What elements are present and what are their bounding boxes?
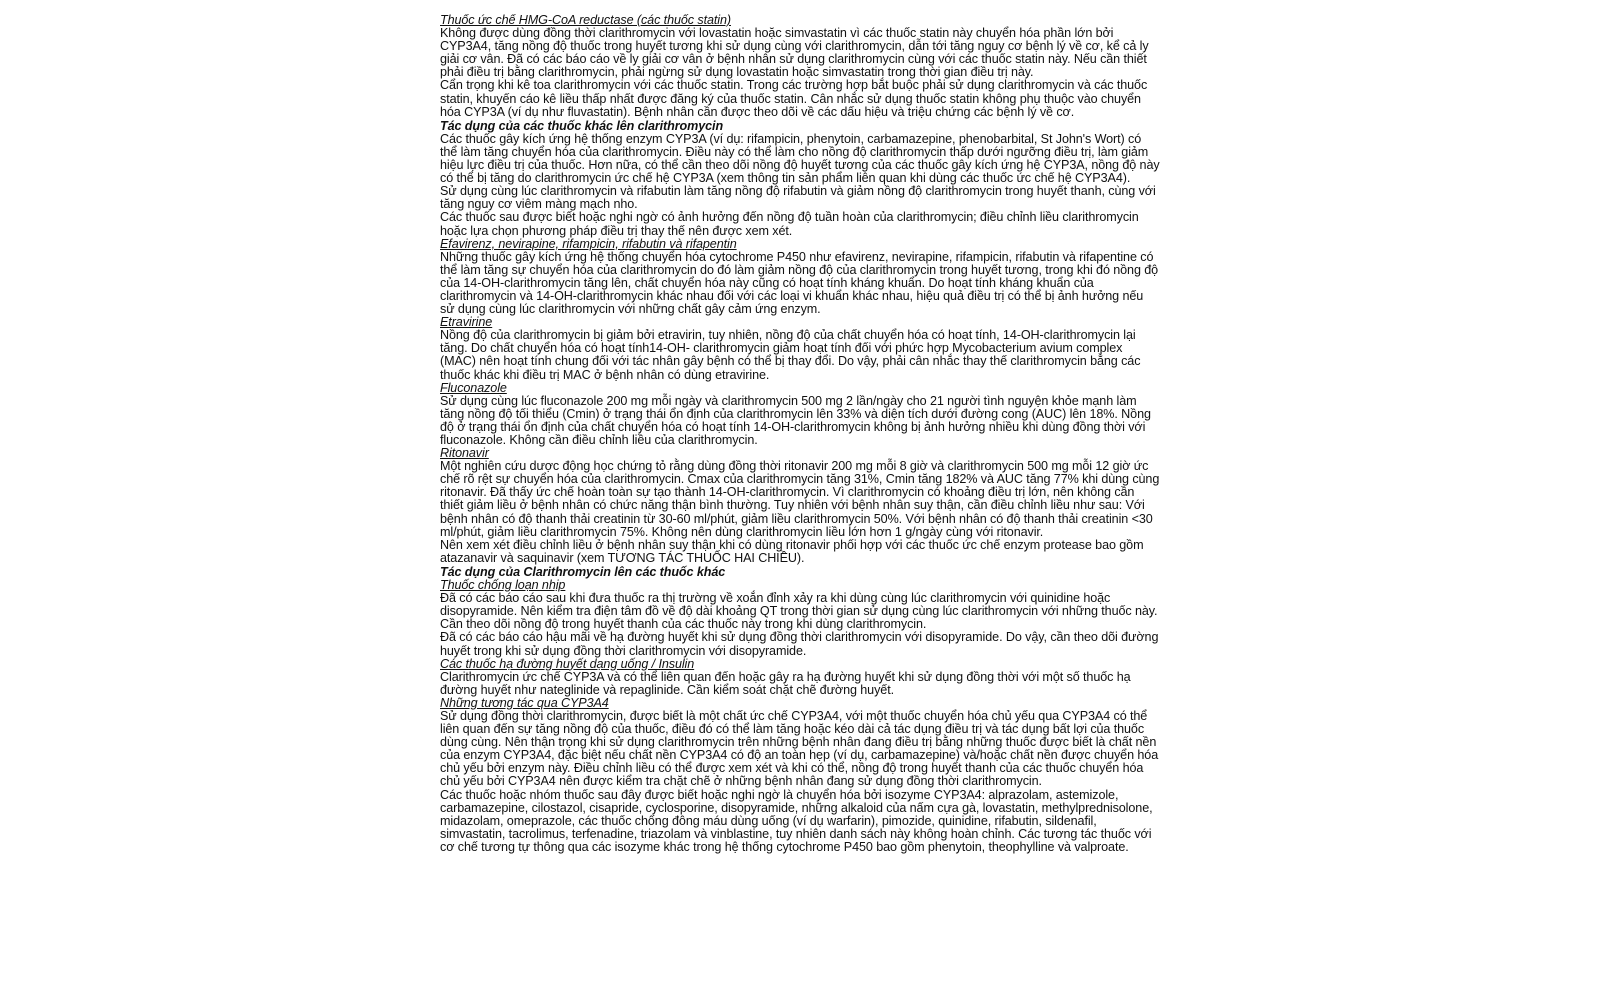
- paragraph: Nồng độ của clarithromycin bị giảm bởi etravirin, tuy nhiên, nồng độ của chất chuyển hóa có hoạt tính, 14-OH-clarithromycin lại tăng. Do chất chuyển hóa có hoạt tính14-OH- clarithromycin giảm hoạt tính đối với phức hợp Mycobacterium avium complex (MAC) nên hoạt tính chung đối với tác nhân gây bệnh có thể bị thay đổi. Do vậy, phải cân nhắc thay thế clarithromycin bằng các thuốc khác khi điều trị MAC ở bệnh nhân có dùng etravirine.: [440, 328, 1141, 382]
- section-heading: Tác dụng của các thuốc khác lên clarithromycin: [440, 118, 724, 133]
- section-subheading: Ritonavir: [440, 446, 489, 461]
- paragraph: Không được dùng đồng thời clarithromycin với lovastatin hoặc simvastatin vì các thuốc statin này chuyển hóa phần lớn bởi CYP3A4, tăng nồng độ thuốc trong huyết tương khi sử dụng cùng với clarithromycin, dẫn tới tăng nguy cơ bệnh lý về cơ, kể cả ly giải cơ vân. Đã có các báo cáo về ly giải cơ vân ở bệnh nhân sử dụng clarithromycin cùng với các thuốc statin này. Nếu cần thiết phải điều trị bằng clarithromycin, phải ngừng sử dụng lovastatin hoặc simvastatin trong thời gian điều trị này.: [440, 26, 1149, 80]
- paragraph: Sử dụng đồng thời clarithromycin, được biết là một chất ức chế CYP3A4, với một thuốc chuyển hóa chủ yếu qua CYP3A4 có thể liên quan đến sự tăng nồng độ của thuốc, điều đó có thể làm tăng hoặc kéo dài cả tác dụng điều trị và tác dụng bất lợi của thuốc dùng cùng. Nên thận trọng khi sử dụng clarithromycin trên những bệnh nhân đang điều trị bằng những thuốc được biết là chất nền của enzym CYP3A4, đặc biệt nếu chất nền CYP3A4 có độ an toàn hẹp (ví dụ, carbamazepine) và/hoặc chất nền được chuyển hóa chủ yếu bởi enzym này. Điều chỉnh liều có thể được xem xét và khi có thể, nồng độ trong huyết thanh của các thuốc chuyển hóa chủ yếu bởi CYP3A4 nên được kiểm tra chặt chẽ ở những bệnh nhân đang sử dụng đồng thời clarithromycin.: [440, 708, 1159, 789]
- paragraph: Sử dụng cùng lúc fluconazole 200 mg mỗi ngày và clarithromycin 500 mg 2 lần/ngày cho 21 người tình nguyện khỏe mạnh làm tăng nồng độ tối thiểu (Cmin) ở trạng thái ổn định của clarithromycin lên 33% và diện tích dưới đường cong (AUC) lên 18%. Nồng độ ở trạng thái ổn định của chất chuyển hóa có hoạt tính 14-OH-clarithromycin không bị ảnh hưởng nhiều khi dùng đồng thời với fluconazole. Không cần điều chỉnh liều của clarithromycin.: [440, 393, 1151, 447]
- paragraph: Các thuốc sau được biết hoặc nghi ngờ có ảnh hưởng đến nồng độ tuần hoàn của clarithromycin; điều chỉnh liều clarithromycin hoặc lựa chọn phương pháp điều trị thay thế nên được xem xét.: [440, 210, 1139, 238]
- section-subheading: Efavirenz, nevirapine, rifampicin, rifabutin và rifapentin: [440, 236, 737, 251]
- paragraph: Một nghiên cứu dược động học chứng tỏ rằng dùng đồng thời ritonavir 200 mg mỗi 8 giờ và clarithromycin 500 mg mỗi 12 giờ ức chế rõ rệt sự chuyển hóa của clarithromycin. Cmax của clarithromycin tăng 31%, Cmin tăng 182% và AUC tăng 77% khi dùng cùng ritonavir. Đã thấy ức chế hoàn toàn sự tạo thành 14-OH-clarithromycin. Vì clarithromycin có khoảng điều trị lớn, nên không cần thiết giảm liều ở bệnh nhân có chức năng thận bình thường. Tuy nhiên với bệnh nhân suy thận, cần điều chỉnh liều như sau: Với bệnh nhân có độ thanh thải creatinin từ 30-60 ml/phút, giảm liều clarithromycin 50%. Với bệnh nhân có độ thanh thải creatinin <30 ml/phút, giảm liều clarithromycin 75%. Không nên dùng clarithromycin liều lớn hơn 1 g/ngày cùng với ritonavir.: [440, 459, 1160, 539]
- paragraph: Các thuốc gây kích ứng hệ thống enzym CYP3A (ví dụ: rifampicin, phenytoin, carbamazepine, phenobarbital, St John's Wort) có thể làm tăng chuyển hóa của clarithromycin. Điều này có thể làm cho nồng độ clarithromycin thấp dưới ngưỡng điều trị, làm giảm hiệu lực điều trị của thuốc. Hơn nữa, có thể cần theo dõi nồng độ huyết tương của các thuốc gây kích ứng hệ CYP3A, nồng độ này có thể bị tăng do clarithromycin ức chế hệ CYP3A (xem thông tin sản phẩm liên quan khi dùng các thuốc ức chế hệ CYP3A4).: [440, 131, 1160, 186]
- document-page: [440, 14, 1160, 994]
- paragraph: Những thuốc gây kích ứng hệ thống chuyển hóa cytochrome P450 như efavirenz, nevirapine, rifampicin, rifabutin và rifapentine có thể làm tăng sự chuyển hóa của clarithromycin do đó làm giảm nồng độ của clarithromycin trong huyết tương, trong khi đó nồng độ của 14-OH-clarithromycin tăng lên, chất chuyển hóa này cũng có hoạt tính kháng khuẩn. Do hoạt tính kháng khuẩn của clarithromycin và 14-OH-clarithromycin khác nhau đối với các loại vi khuẩn khác nhau, hiệu quả điều trị có thể bị ảnh hưởng nếu sử dụng cùng lúc clarithromycin với những chất gây cảm ứng enzym.: [440, 249, 1159, 317]
- paragraph: Sử dụng cùng lúc clarithromycin và rifabutin làm tăng nồng độ rifabutin và giảm nồng độ clarithromycin trong huyết thanh, cùng với tăng nguy cơ viêm màng mạch nho.: [440, 184, 1156, 212]
- paragraph: Nên xem xét điều chỉnh liều ở bệnh nhân suy thận khi có dùng ritonavir phối hợp với các thuốc ức chế enzym protease bao gồm atazanavir và saquinavir (xem TƯƠNG TÁC THUỐC HAI CHIỀU).: [440, 537, 1144, 565]
- section-subheading: Những tương tác qua CYP3A4: [440, 695, 609, 710]
- section-subheading: Các thuốc hạ đường huyết dạng uống / Insulin: [440, 656, 695, 671]
- section-subheading: Etravirine: [440, 315, 493, 330]
- section-subheading: Thuốc chống loạn nhịp: [440, 578, 566, 593]
- paragraph: Clarithromycin ức chế CYP3A và có thể liên quan đến hoặc gây ra hạ đường huyết khi sử dụng đồng thời với một số thuốc hạ đường huyết như nateglinide và repaglinide. Cần kiểm soát chặt chẽ đường huyết.: [440, 669, 1131, 697]
- section-subheading: Fluconazole: [440, 380, 507, 395]
- paragraph: Cẩn trọng khi kê toa clarithromycin với các thuốc statin. Trong các trường hợp bắt buộc phải sử dụng clarithromycin và các thuốc statin, khuyến cáo kê liều thấp nhất được đăng ký của thuốc statin. Cân nhắc sử dụng thuốc statin không phụ thuộc vào chuyển hóa CYP3A (ví dụ như fluvastatin). Bệnh nhân cần được theo dõi về các dấu hiệu và triệu chứng các bệnh lý về cơ.: [440, 78, 1148, 119]
- paragraph: Đã có các báo cáo sau khi đưa thuốc ra thị trường về xoắn đỉnh xảy ra khi dùng cùng lúc clarithromycin với quinidine hoặc disopyramide. Nên kiểm tra điện tâm đồ về độ dài khoảng QT trong thời gian sử dụng cùng lúc clarithromycin với những thuốc này. Cần theo dõi nồng độ trong huyết thanh của các thuốc này trong khi dùng clarithromycin.: [440, 591, 1158, 632]
- section-heading: Tác dụng của Clarithromycin lên các thuốc khác: [440, 564, 726, 579]
- paragraph: Đã có các báo cáo hậu mãi về hạ đường huyết khi sử dụng đồng thời clarithromycin với disopyramide. Do vậy, cần theo dõi đường huyết trong khi sử dụng đồng thời clarithromycin với disopyramide.: [440, 630, 1159, 658]
- section-subheading: Thuốc ức chế HMG-CoA reductase (các thuốc statin): [440, 14, 731, 27]
- paragraph: Các thuốc hoặc nhóm thuốc sau đây được biết hoặc nghi ngờ là chuyển hóa bởi isozyme CYP3A4: alprazolam, astemizole, carbamazepine, cilostazol, cisapride, cyclosporine, disopyramide, những alkaloid của nấm cựa gà, lovastatin, methylprednisolone, midazolam, omeprazole, các thuốc chống đông máu dùng uống (ví dụ warfarin), pimozide, quinidine, rifabutin, sildenafil, simvastatin, tacrolimus, terfenadine, triazolam và vinblastine, tuy nhiên danh sách này không hoàn chỉnh. Các tương tác thuốc với cơ chế tương tự thông qua các isozyme khác trong hệ thống cytochrome P450 bao gồm phenytoin, theophylline và valproate.: [440, 787, 1153, 854]
